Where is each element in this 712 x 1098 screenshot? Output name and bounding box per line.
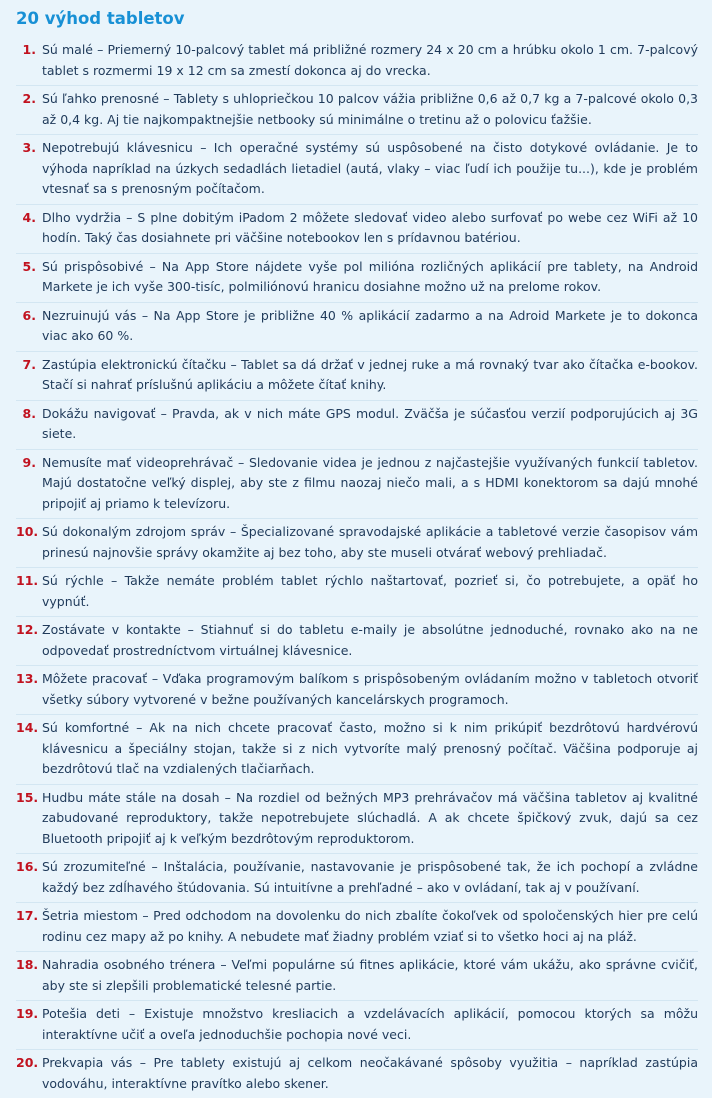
- item-text: Sú malé – Priemerný 10-palcový tablet má približné rozmery 24 x 20 cm a hrúbku okolo 1 cm. 7-palcový tablet s rozmermi 19 x 12 cm sa zmestí dokonca aj do vrecka.: [42, 42, 698, 78]
- item-number: 5.: [22, 258, 36, 274]
- item-number: 11.: [16, 573, 39, 588]
- list-item: [16, 86, 698, 135]
- item-text: Prekvapia vás – Pre tablety existujú aj celkom neočakávané spôsoby využitia – napríklad zastúpia vodováhu, interaktívne pravítko alebo skener.: [42, 1055, 698, 1091]
- list-item: [16, 519, 698, 568]
- list-item: [16, 205, 698, 254]
- item-number: 16.: [16, 859, 39, 874]
- item-text: Nemusíte mať videoprehrávač – Sledovanie videa je jednou z najčastejšie využívaných funkcií tabletov. Majú dostatočne veľký displej, aby ste z filmu naozaj niečo mali, a s HDMI konektorom sa dajú mnohé pripojiť aj priamo k televízoru.: [42, 454, 698, 511]
- item-text: Dlho vydržia – S plne dobitým iPadom 2 môžete sledovať video alebo surfovať po webe cez WiFi až 10 hodín. Taký čas dosiahnete pri väčšine notebookov len s prídavnou batériou.: [42, 209, 698, 245]
- item-text: Potešia deti – Existuje množstvo kresliacich a vzdelávacích aplikácií, pomocou ktorých sa môžu interaktívne učiť a oveľa jednoduchšie pochopia nové veci.: [42, 1006, 698, 1042]
- list-item: [16, 450, 698, 520]
- item-number: 1.: [22, 42, 36, 57]
- item-number: 20.: [16, 1055, 39, 1070]
- item-text: Šetria miestom – Pred odchodom na dovolenku do nich zbalíte čokoľvek od spoločenských hier pre celú rodinu cez mapy až po knihy. A nebudete mať žiadny problém vziať si to všetko hoci aj na pláž.: [42, 908, 698, 944]
- item-text: Nahradia osobného trénera – Veľmi populárne sú fitnes aplikácie, ktoré vám ukážu, ako správne cvičiť, aby ste si zlepšili problematické telesné partie.: [42, 957, 698, 993]
- item-number: 8.: [22, 405, 36, 421]
- item-number: 12.: [16, 622, 39, 637]
- item-number: 4.: [22, 209, 36, 225]
- list-item: [16, 715, 698, 785]
- list-item: [16, 952, 698, 1001]
- item-text: Zastúpia elektronickú čítačku – Tablet sa dá držať v jednej ruke a má rovnaký tvar ako čítačka e-bookov. Stačí si nahrať príslušnú aplikáciu a môžete čítať knihy.: [42, 356, 698, 392]
- page-title: 20 výhod tabletov: [16, 9, 185, 28]
- item-number: 15.: [16, 789, 39, 805]
- item-number: 3.: [22, 140, 36, 155]
- item-text: Môžete pracovať – Vďaka programovým balíkom s prispôsobeným ovládaním možno v tabletoch otvoriť všetky súbory vytvorené v bežne používaných kancelárskych programoch.: [42, 671, 698, 707]
- item-number: 18.: [16, 957, 39, 972]
- item-text: Sú zrozumiteľné – Inštalácia, používanie, nastavovanie je prispôsobené tak, že ich pochopí a zvládne každý bez zdĺhavého štúdovania. Sú intuitívne a prehľadné – ako v ovládaní, tak aj v používaní.: [42, 859, 698, 895]
- list-item: [16, 903, 698, 952]
- item-text: Sú ľahko prenosné – Tablety s uhlopriečkou 10 palcov vážia približne 0,6 až 0,7 kg a 7-palcové okolo 0,3 až 0,4 kg. Aj tie najkompaktnejšie netbooky sú minimálne o tretinu až o polovicu ťažšie.: [42, 91, 698, 127]
- list-item: [16, 37, 698, 86]
- list-item: [16, 254, 698, 303]
- item-number: 10.: [16, 524, 39, 539]
- item-text: Sú dokonalým zdrojom správ – Špecializované spravodajské aplikácie a tabletové verzie časopisov vám prinesú najnovšie správy okamžite aj bez toho, aby ste museli otvárať webový prehliadač.: [42, 524, 698, 560]
- item-text: Nezruinujú vás – Na App Store je približne 40 % aplikácií zadarmo a na Adroid Markete je to dokonca viac ako 60 %.: [42, 307, 698, 343]
- list-item: [16, 352, 698, 401]
- item-number: 14.: [16, 720, 39, 735]
- item-number: 7.: [22, 356, 36, 372]
- item-text: Nepotrebujú klávesnicu – Ich operačné systémy sú uspôsobené na čisto dotykové ovládanie. Je to výhoda napríklad na úzkych sedadlách lietadiel (autá, vlaky – viac ľudí ich použije tu...), kde je problém vtesnať sa s prenosným počítačom.: [42, 140, 698, 196]
- list-item: [16, 401, 698, 450]
- item-text: Zostávate v kontakte – Stiahnuť si do tabletu e-maily je absolútne jednoduché, rovnako ako na ne odpovedať prostredníctvom virtuálnej klávesnice.: [42, 622, 698, 658]
- item-number: 9.: [22, 454, 36, 470]
- item-text: Sú prispôsobivé – Na App Store nájdete vyše pol milióna rozličných aplikácií pre tablety, na Android Markete je ich vyše 300-tisíc, polmiliónovú hranicu dosiahne možno už na prelome rokov.: [42, 258, 698, 294]
- item-text: Sú komfortné – Ak na nich chcete pracovať často, možno si k nim prikúpiť bezdrôtovú hardvérovú klávesnicu a špeciálny stojan, takže si z nich vytvoríte malý prenosný počítač. Väčšina podporuje aj bezdrôtovú tlač na vzdialených tlačiarňach.: [42, 720, 698, 776]
- list-item: [16, 666, 698, 715]
- item-text: Dokážu navigovať – Pravda, ak v nich máte GPS modul. Zväčša je súčasťou verzií podporujúcich aj 3G siete.: [42, 405, 698, 441]
- item-text: Sú rýchle – Takže nemáte problém tablet rýchlo naštartovať, pozrieť si, čo potrebujete, a opäť ho vypnúť.: [42, 573, 698, 609]
- item-number: 6.: [22, 307, 36, 323]
- list-item: [16, 785, 698, 855]
- list-item: [16, 568, 698, 617]
- item-number: 17.: [16, 908, 39, 923]
- item-text: Hudbu máte stále na dosah – Na rozdiel od bežných MP3 prehrávačov má väčšina tabletov aj kvalitné zabudované reproduktory, takže nepotrebujete slúchadlá. A ak chcete špičkový zvuk, dajú sa cez Bluetooth pripojiť aj k veľkým bezdrôtovým reproduktorom.: [42, 789, 698, 846]
- list-item: [16, 303, 698, 352]
- advantages-list: [16, 37, 698, 1098]
- list-item: [16, 135, 698, 205]
- item-number: 2.: [22, 91, 36, 106]
- item-number: 13.: [16, 671, 39, 686]
- list-item: [16, 1050, 698, 1098]
- list-item: [16, 617, 698, 666]
- item-number: 19.: [16, 1006, 39, 1021]
- list-item: [16, 854, 698, 903]
- list-item: [16, 1001, 698, 1050]
